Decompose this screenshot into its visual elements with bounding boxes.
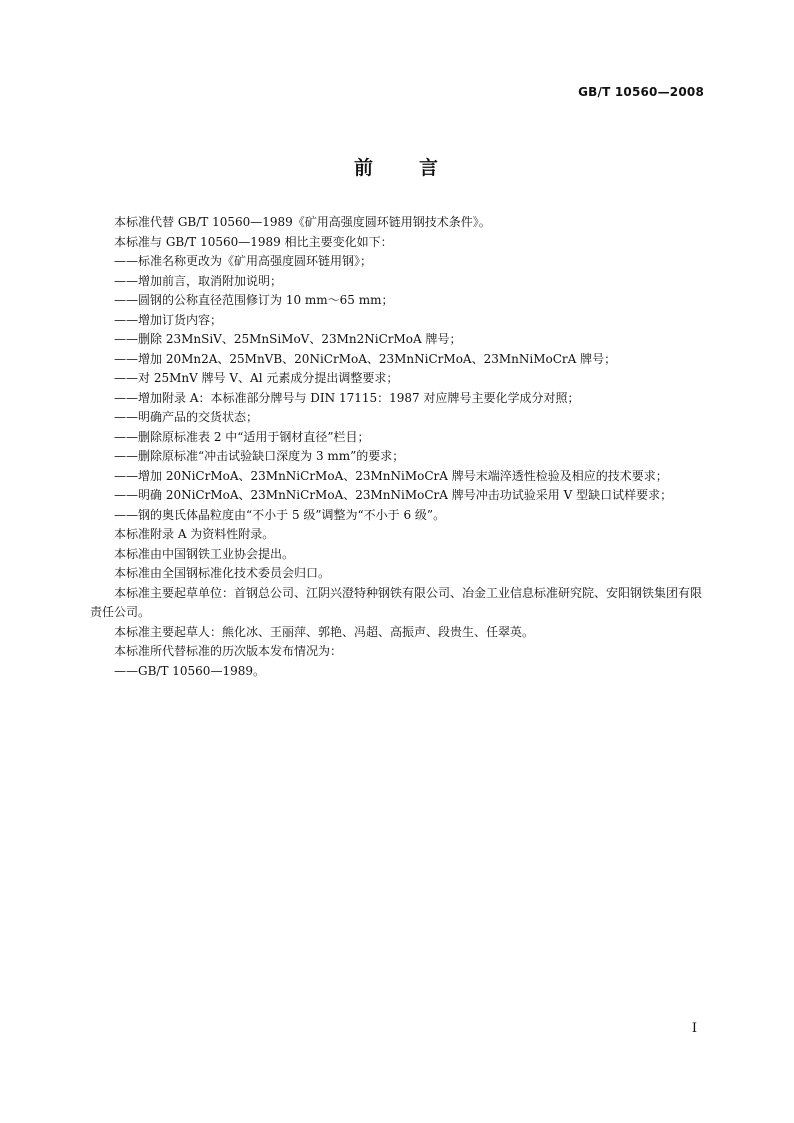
change-item: ——删除 23MnSiV、25MnSiMoV、23Mn2NiCrMoA 牌号； <box>114 332 462 346</box>
drafters: 本标准主要起草人：熊化冰、王丽萍、郭艳、冯超、高振声、段贵生、任翠英。 <box>114 624 535 639</box>
standard-code: GB/T 10560—2008 <box>578 85 704 99</box>
title-char-1: 前 <box>353 157 375 179</box>
change-item: ——删除原标准“冲击试验缺口深度为 3 mm”的要求； <box>114 449 405 463</box>
change-item: ——删除原标准表 2 中“适用于钢材直径”栏目； <box>114 429 370 444</box>
paragraph: 本标准所代替标准的历次版本发布情况为： <box>114 644 343 658</box>
paragraph: 本标准与 GB/T 10560—1989 相比主要变化如下： <box>114 234 393 249</box>
change-item: ——圆钢的公称直径范围修订为 10 mm～65 mm； <box>114 293 394 307</box>
change-item: ——增加前言，取消附加说明； <box>114 273 283 288</box>
change-item: ——钢的奥氏体晶粒度由“不小于 5 级”调整为“不小于 6 级”。 <box>114 507 446 522</box>
page-title <box>0 153 794 180</box>
paragraph: 本标准由中国钢铁工业协会提出。 <box>114 546 295 561</box>
previous-edition-item: ——GB/T 10560—1989。 <box>114 663 265 678</box>
title-char-2: 言 <box>419 157 441 179</box>
change-item: ——明确 20NiCrMoA、23MnNiCrMoA、23MnNiMoCrA 牌号冲击功试验采用 V 型缺口试样要求； <box>114 488 673 502</box>
page-number: I <box>691 1021 697 1036</box>
change-item: ——标准名称更改为《矿用高强度圆环链用钢》； <box>114 254 373 268</box>
change-item: ——增加订货内容； <box>114 312 223 327</box>
change-item: ——增加 20NiCrMoA、23MnNiCrMoA、23MnNiMoCrA 牌号末端淬透性检验及相应的技术要求； <box>114 468 668 483</box>
change-item: ——明确产品的交货状态； <box>114 410 259 424</box>
paragraph: 本标准附录 A 为资料性附录。 <box>114 527 275 541</box>
foreword-body <box>90 213 704 681</box>
paragraph: 本标准由全国钢标准化技术委员会归口。 <box>114 566 331 580</box>
change-item: ——对 25MnV 牌号 V、Al 元素成分提出调整要求； <box>114 371 399 385</box>
paragraph: 本标准代替 GB/T 10560—1989《矿用高强度圆环链用钢技术条件》。 <box>114 215 491 229</box>
change-item: ——增加附录 A：本标准部分牌号与 DIN 17115：1987 对应牌号主要化学成分对照； <box>114 390 580 405</box>
drafting-units: 本标准主要起草单位：首钢总公司、江阴兴澄特种钢铁有限公司、冶金工业信息标准研究院、安阳钢铁集团有限责任公司。 <box>90 585 703 619</box>
change-item: ——增加 20Mn2A、25MnVB、20NiCrMoA、23MnNiCrMoA、23MnNiMoCrA 牌号； <box>114 351 617 366</box>
